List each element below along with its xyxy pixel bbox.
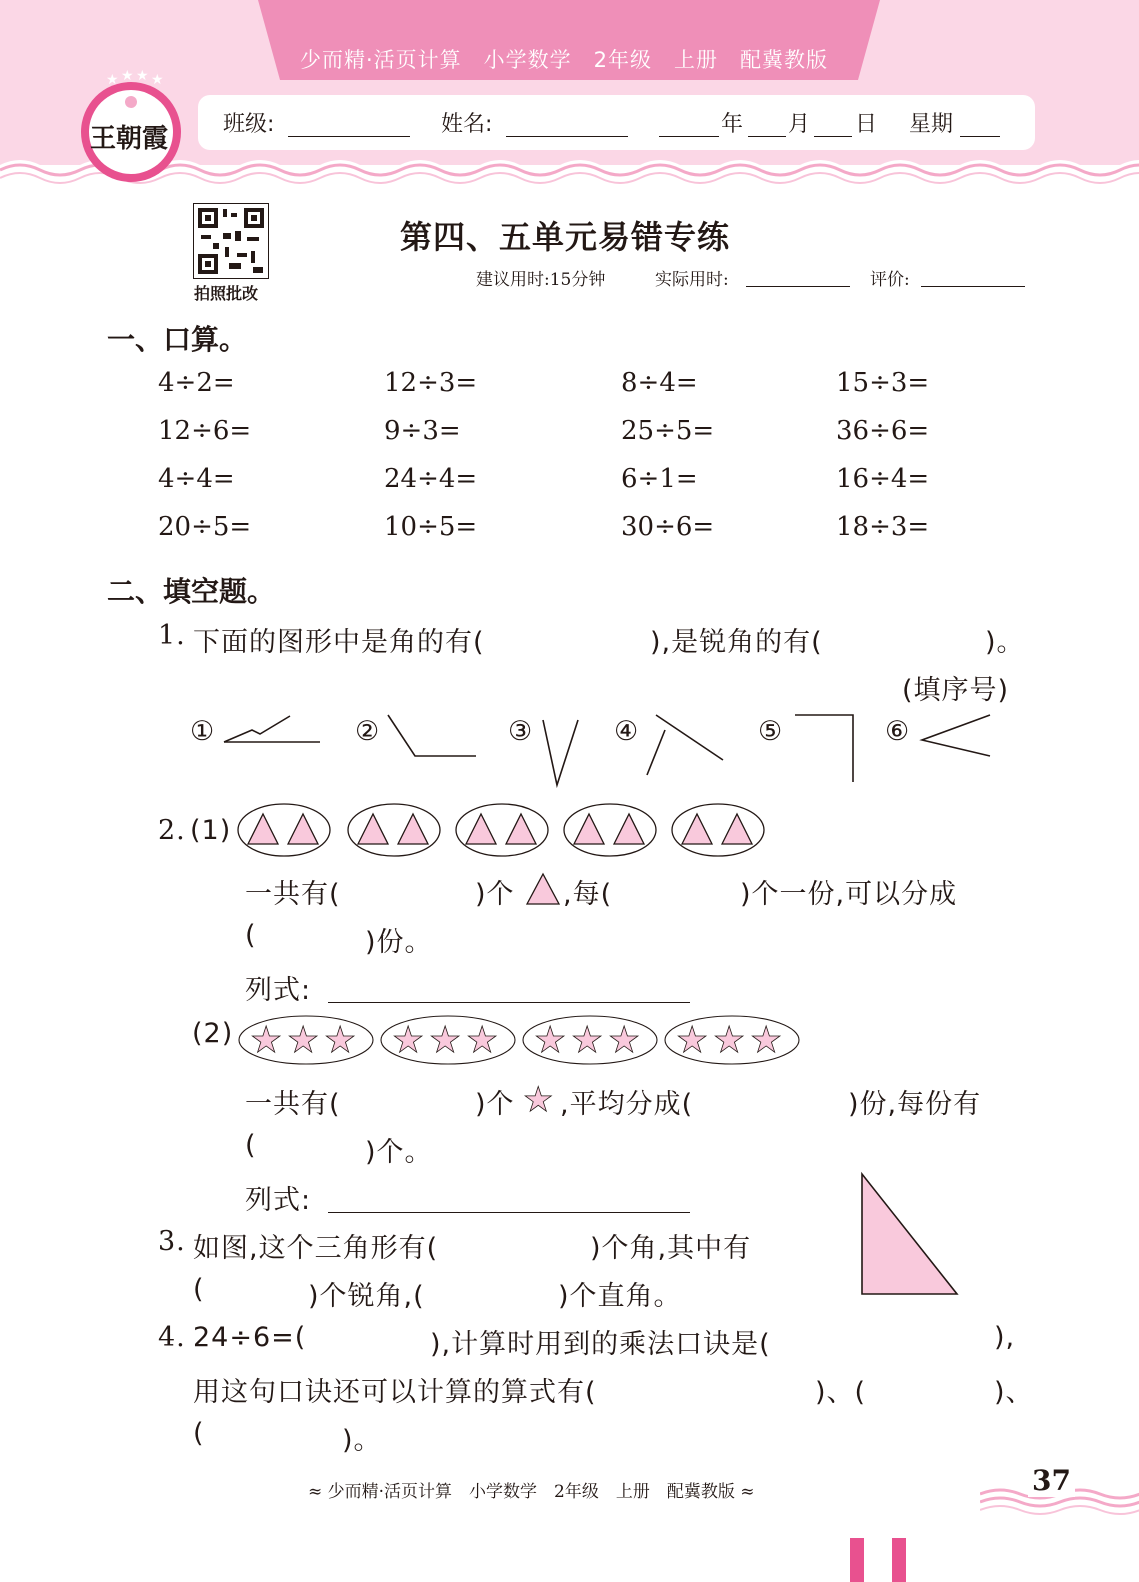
calc-item: 4÷4= bbox=[158, 464, 235, 494]
q2p2-text-c: ,平均分成( bbox=[560, 1089, 694, 1120]
svg-text:★: ★ bbox=[287, 1020, 320, 1061]
formula-field-2[interactable] bbox=[328, 1182, 690, 1213]
q4-line2-a: 用这句口诀还可以计算的算式有( bbox=[193, 1377, 597, 1408]
triangle-group bbox=[456, 804, 548, 856]
formula-field-1[interactable] bbox=[328, 972, 690, 1003]
figure-4-line-b bbox=[647, 730, 665, 775]
section2-heading: 二、填空题。 bbox=[107, 575, 276, 608]
calc-item: 16÷4= bbox=[836, 464, 930, 494]
star-icon bbox=[522, 1081, 558, 1117]
q3-line2-c: )个直角。 bbox=[558, 1281, 682, 1312]
q1-text-c: )。 bbox=[985, 627, 1025, 658]
q4-number: 4. bbox=[158, 1322, 186, 1353]
q2p2-line2-b: )个。 bbox=[365, 1137, 433, 1168]
name-field[interactable] bbox=[506, 110, 628, 137]
q2p2-line2-a: ( bbox=[245, 1130, 257, 1161]
q4-line2-c: )、 bbox=[994, 1377, 1034, 1408]
svg-text:★: ★ bbox=[324, 1020, 357, 1061]
svg-text:★: ★ bbox=[571, 1020, 604, 1061]
q3-line2-b: )个锐角,( bbox=[308, 1281, 425, 1312]
shape-label-2: ② bbox=[355, 716, 381, 747]
q2p2-text-a: 一共有( bbox=[245, 1089, 341, 1120]
weekday-field[interactable] bbox=[960, 110, 1000, 137]
svg-text:★: ★ bbox=[750, 1020, 783, 1061]
q2-part1-label: (1) bbox=[190, 815, 232, 846]
q2p2-text-d: )份,每份有 bbox=[848, 1089, 982, 1120]
calc-item: 20÷5= bbox=[158, 512, 252, 542]
q2p2-text-b: )个 bbox=[475, 1089, 515, 1120]
triangle-group bbox=[348, 804, 440, 856]
svg-text:★: ★ bbox=[250, 1020, 283, 1061]
svg-text:★: ★ bbox=[466, 1020, 499, 1061]
tab-marker-left bbox=[850, 1538, 864, 1582]
figure-1-polyline bbox=[224, 716, 290, 742]
month-field[interactable] bbox=[748, 110, 786, 137]
suggested-time: 建议用时:15分钟 bbox=[476, 270, 606, 290]
calc-item: 12÷3= bbox=[384, 368, 478, 398]
actual-time-field[interactable] bbox=[746, 262, 850, 287]
page-title: 第四、五单元易错专练 bbox=[400, 218, 731, 256]
name-label: 姓名: bbox=[441, 112, 493, 137]
q4-line3-b: )。 bbox=[342, 1425, 382, 1456]
calc-item: 10÷5= bbox=[384, 512, 478, 542]
triangle-group bbox=[564, 804, 656, 856]
shape-label-1: ① bbox=[190, 716, 216, 747]
svg-text:★: ★ bbox=[713, 1020, 746, 1061]
footer-text: ≈ 少而精·活页计算 小学数学 2年级 上册 配冀教版 ≈ bbox=[308, 1482, 755, 1502]
svg-text:★: ★ bbox=[151, 72, 164, 88]
calc-item: 9÷3= bbox=[384, 416, 461, 446]
figure-5-angle bbox=[795, 715, 853, 782]
year-field[interactable] bbox=[659, 110, 719, 137]
q2p1-text-c: ,每( bbox=[563, 879, 613, 910]
calc-item: 30÷6= bbox=[621, 512, 715, 542]
q1-text-b: ),是锐角的有( bbox=[650, 627, 823, 658]
shape-label-5: ⑤ bbox=[758, 716, 784, 747]
section1-heading: 一、口算。 bbox=[107, 323, 248, 356]
figure-2-angle bbox=[388, 715, 476, 756]
actual-time-label: 实际用时: bbox=[655, 270, 729, 290]
calc-item: 36÷6= bbox=[836, 416, 930, 446]
page-number: 37 bbox=[1028, 1464, 1075, 1497]
angle-figures bbox=[0, 700, 1139, 790]
class-field[interactable] bbox=[288, 110, 410, 137]
svg-text:★: ★ bbox=[121, 70, 134, 84]
svg-text:★: ★ bbox=[429, 1020, 462, 1061]
q3-line1-b: )个角,其中有 bbox=[590, 1233, 752, 1264]
q3-number: 3. bbox=[158, 1226, 186, 1257]
formula-label-1: 列式: bbox=[245, 975, 312, 1006]
qr-caption: 拍照批改 bbox=[194, 284, 259, 303]
q2p1-text-a: 一共有( bbox=[245, 879, 341, 910]
svg-text:★: ★ bbox=[608, 1020, 641, 1061]
q2p1-text-b: )个 bbox=[475, 879, 515, 910]
svg-text:★: ★ bbox=[523, 1081, 554, 1117]
star-groups bbox=[236, 1012, 806, 1068]
weekday-label: 星期 bbox=[909, 112, 954, 137]
right-triangle-figure bbox=[855, 1170, 965, 1300]
calc-item: 18÷3= bbox=[836, 512, 930, 542]
publisher-logo bbox=[76, 70, 186, 190]
svg-text:★: ★ bbox=[106, 72, 119, 88]
q2p1-text-d: )个一份,可以分成 bbox=[740, 879, 958, 910]
formula-label-2: 列式: bbox=[245, 1185, 312, 1216]
triangle-groups bbox=[236, 800, 776, 860]
figure-4-line-a bbox=[656, 715, 723, 760]
q3-line2-a: ( bbox=[193, 1274, 205, 1305]
triangle-group bbox=[672, 804, 764, 856]
evaluation-label: 评价: bbox=[870, 270, 910, 290]
day-label: 日 bbox=[855, 112, 878, 137]
q2-part2-label: (2) bbox=[192, 1018, 234, 1049]
q2p1-line2-b: )份。 bbox=[365, 927, 433, 958]
day-field[interactable] bbox=[814, 110, 852, 137]
q4-line1-c: ), bbox=[994, 1322, 1016, 1353]
shape-label-6: ⑥ bbox=[885, 716, 911, 747]
calc-item: 8÷4= bbox=[621, 368, 698, 398]
calc-item: 15÷3= bbox=[836, 368, 930, 398]
logo-text: 王朝霞 bbox=[90, 124, 169, 154]
month-label: 月 bbox=[788, 112, 811, 137]
qr-code-icon[interactable] bbox=[193, 203, 269, 279]
q4-line3-a: ( bbox=[193, 1418, 205, 1449]
q4-line2-b: )、( bbox=[815, 1377, 867, 1408]
svg-text:★: ★ bbox=[136, 70, 149, 84]
q1-hint: (填序号) bbox=[902, 675, 1010, 706]
year-label: 年 bbox=[721, 112, 744, 137]
svg-text:★: ★ bbox=[392, 1020, 425, 1061]
svg-text:★: ★ bbox=[676, 1020, 709, 1061]
svg-text:★: ★ bbox=[534, 1020, 567, 1061]
q1-text-a: 下面的图形中是角的有( bbox=[193, 627, 485, 658]
calc-item: 12÷6= bbox=[158, 416, 252, 446]
book-title: 少而精·活页计算 小学数学 2年级 上册 配冀教版 bbox=[300, 48, 829, 72]
triangle-icon bbox=[524, 871, 562, 907]
calc-item: 6÷1= bbox=[621, 464, 698, 494]
q3-line1-a: 如图,这个三角形有( bbox=[193, 1233, 439, 1264]
figure-3-angle bbox=[543, 720, 578, 785]
q2-number: 2. bbox=[158, 815, 186, 846]
calc-item: 25÷5= bbox=[621, 416, 715, 446]
figure-6-angle bbox=[922, 715, 990, 756]
q2p1-line2-a: ( bbox=[245, 920, 257, 951]
triangle-group bbox=[238, 804, 330, 856]
shape-label-4: ④ bbox=[614, 716, 640, 747]
evaluation-field[interactable] bbox=[921, 262, 1025, 287]
q4-line1-a: 24÷6=( bbox=[193, 1322, 307, 1353]
calc-item: 24÷4= bbox=[384, 464, 478, 494]
shape-label-3: ③ bbox=[508, 716, 534, 747]
q4-line1-b: ),计算时用到的乘法口诀是( bbox=[430, 1329, 771, 1360]
q1-number: 1. bbox=[158, 620, 186, 651]
class-label: 班级: bbox=[223, 112, 275, 137]
calc-item: 4÷2= bbox=[158, 368, 235, 398]
tab-marker-right bbox=[892, 1538, 906, 1582]
